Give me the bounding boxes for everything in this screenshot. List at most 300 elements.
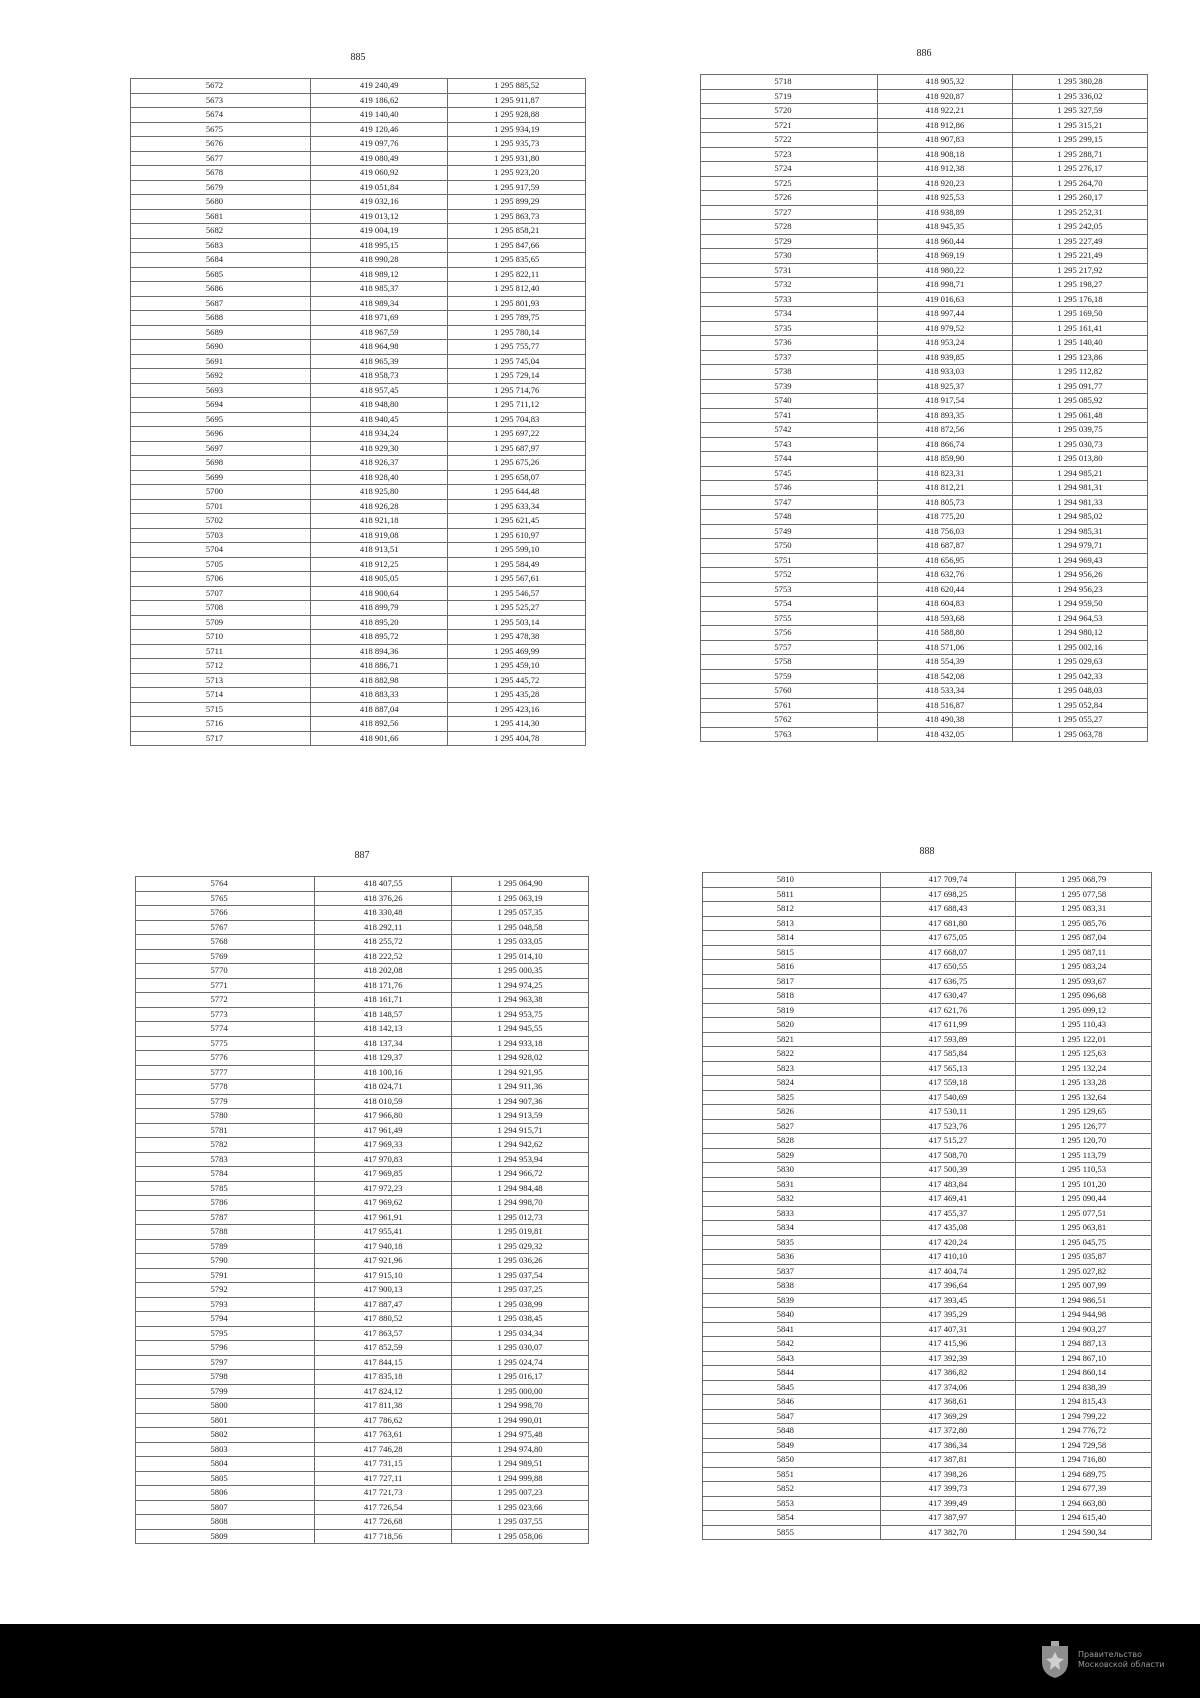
y-coordinate-cell: 1 294 953,94 (452, 1152, 589, 1167)
y-coordinate-cell: 1 295 112,82 (1012, 365, 1147, 380)
y-coordinate-cell: 1 295 711,12 (448, 398, 586, 413)
point-number-cell: 5719 (701, 89, 878, 104)
point-number-cell: 5709 (131, 615, 311, 630)
x-coordinate-cell: 418 866,74 (877, 437, 1012, 452)
y-coordinate-cell: 1 295 077,51 (1016, 1206, 1152, 1221)
table-row (703, 1105, 1152, 1120)
point-number-cell: 5690 (131, 340, 311, 355)
point-number-cell: 5769 (136, 949, 315, 964)
x-coordinate-cell: 417 399,73 (880, 1482, 1016, 1497)
y-coordinate-cell: 1 295 610,97 (448, 528, 586, 543)
point-number-cell: 5782 (136, 1138, 315, 1153)
y-coordinate-cell: 1 295 414,30 (448, 717, 586, 732)
x-coordinate-cell: 418 620,44 (877, 582, 1012, 597)
x-coordinate-cell: 417 469,41 (880, 1192, 1016, 1207)
x-coordinate-cell: 418 913,51 (310, 543, 448, 558)
y-coordinate-cell: 1 294 913,59 (452, 1109, 589, 1124)
point-number-cell: 5804 (136, 1457, 315, 1472)
table-row (703, 1235, 1152, 1250)
y-coordinate-cell: 1 295 714,76 (448, 383, 586, 398)
x-coordinate-cell: 417 969,62 (315, 1196, 452, 1211)
y-coordinate-cell: 1 294 986,51 (1016, 1293, 1152, 1308)
table-row (131, 151, 586, 166)
point-number-cell: 5772 (136, 993, 315, 1008)
point-number-cell: 5756 (701, 626, 878, 641)
y-coordinate-cell: 1 294 998,70 (452, 1399, 589, 1414)
point-number-cell: 5803 (136, 1442, 315, 1457)
table-row (136, 1413, 589, 1428)
y-coordinate-cell: 1 295 016,17 (452, 1370, 589, 1385)
x-coordinate-cell: 417 887,47 (315, 1297, 452, 1312)
point-number-cell: 5792 (136, 1283, 315, 1298)
point-number-cell: 5741 (701, 408, 878, 423)
table-row (131, 137, 586, 152)
y-coordinate-cell: 1 295 469,99 (448, 644, 586, 659)
table-row (703, 1337, 1152, 1352)
point-number-cell: 5816 (703, 960, 881, 975)
point-number-cell: 5846 (703, 1395, 881, 1410)
y-coordinate-cell: 1 295 687,97 (448, 441, 586, 456)
table-row (131, 398, 586, 413)
table-row (136, 877, 589, 892)
y-coordinate-cell: 1 295 120,70 (1016, 1134, 1152, 1149)
point-number-cell: 5680 (131, 195, 311, 210)
y-coordinate-cell: 1 295 110,53 (1016, 1163, 1152, 1178)
table-row (703, 1482, 1152, 1497)
point-number-cell: 5743 (701, 437, 878, 452)
y-coordinate-cell: 1 295 058,06 (452, 1529, 589, 1544)
point-number-cell: 5781 (136, 1123, 315, 1138)
table-row (703, 1018, 1152, 1033)
y-coordinate-cell: 1 295 039,75 (1012, 423, 1147, 438)
x-coordinate-cell: 418 912,38 (877, 162, 1012, 177)
x-coordinate-cell: 417 540,69 (880, 1090, 1016, 1105)
x-coordinate-cell: 417 435,08 (880, 1221, 1016, 1236)
point-number-cell: 5672 (131, 79, 311, 94)
x-coordinate-cell: 419 120,46 (310, 122, 448, 137)
x-coordinate-cell: 418 887,04 (310, 702, 448, 717)
x-coordinate-cell: 417 565,13 (880, 1061, 1016, 1076)
y-coordinate-cell: 1 295 099,12 (1016, 1003, 1152, 1018)
x-coordinate-cell: 418 922,21 (877, 104, 1012, 119)
point-number-cell: 5829 (703, 1148, 881, 1163)
point-number-cell: 5789 (136, 1239, 315, 1254)
y-coordinate-cell: 1 295 546,57 (448, 586, 586, 601)
y-coordinate-cell: 1 295 176,18 (1012, 292, 1147, 307)
y-coordinate-cell: 1 294 959,50 (1012, 597, 1147, 612)
table-row (703, 931, 1152, 946)
point-number-cell: 5725 (701, 176, 878, 191)
table-row (131, 644, 586, 659)
point-number-cell: 5757 (701, 640, 878, 655)
point-number-cell: 5678 (131, 166, 311, 181)
y-coordinate-cell: 1 295 007,23 (452, 1486, 589, 1501)
y-coordinate-cell: 1 294 981,31 (1012, 481, 1147, 496)
y-coordinate-cell: 1 295 087,11 (1016, 945, 1152, 960)
table-row (136, 1486, 589, 1501)
x-coordinate-cell: 418 775,20 (877, 510, 1012, 525)
point-number-cell: 5845 (703, 1380, 881, 1395)
y-coordinate-cell: 1 294 867,10 (1016, 1351, 1152, 1366)
point-number-cell: 5724 (701, 162, 878, 177)
y-coordinate-cell: 1 295 911,87 (448, 93, 586, 108)
point-number-cell: 5753 (701, 582, 878, 597)
point-number-cell: 5835 (703, 1235, 881, 1250)
point-number-cell: 5842 (703, 1337, 881, 1352)
point-number-cell: 5681 (131, 209, 311, 224)
table-row (701, 713, 1148, 728)
y-coordinate-cell: 1 294 985,02 (1012, 510, 1147, 525)
point-number-cell: 5812 (703, 902, 881, 917)
point-number-cell: 5675 (131, 122, 311, 137)
y-coordinate-cell: 1 295 093,67 (1016, 974, 1152, 989)
x-coordinate-cell: 417 763,61 (315, 1428, 452, 1443)
x-coordinate-cell: 418 920,87 (877, 89, 1012, 104)
table-row (701, 394, 1148, 409)
table-row (703, 1279, 1152, 1294)
x-coordinate-cell: 418 953,24 (877, 336, 1012, 351)
y-coordinate-cell: 1 294 974,80 (452, 1442, 589, 1457)
point-number-cell: 5736 (701, 336, 878, 351)
point-number-cell: 5808 (136, 1515, 315, 1530)
point-number-cell: 5683 (131, 238, 311, 253)
y-coordinate-cell: 1 295 048,03 (1012, 684, 1147, 699)
x-coordinate-cell: 417 374,06 (880, 1380, 1016, 1395)
table-row (136, 1051, 589, 1066)
x-coordinate-cell: 418 137,34 (315, 1036, 452, 1051)
footer-logo (1038, 1640, 1188, 1680)
y-coordinate-cell: 1 294 663,80 (1016, 1496, 1152, 1511)
table-row (703, 1192, 1152, 1207)
y-coordinate-cell: 1 295 675,26 (448, 456, 586, 471)
point-number-cell: 5715 (131, 702, 311, 717)
point-number-cell: 5794 (136, 1312, 315, 1327)
table-row (131, 630, 586, 645)
table-row (701, 626, 1148, 641)
x-coordinate-cell: 417 880,52 (315, 1312, 452, 1327)
table-row (701, 437, 1148, 452)
table-row (136, 1428, 589, 1443)
y-coordinate-cell: 1 295 101,20 (1016, 1177, 1152, 1192)
x-coordinate-cell: 417 668,07 (880, 945, 1016, 960)
point-number-cell: 5843 (703, 1351, 881, 1366)
x-coordinate-cell: 417 530,11 (880, 1105, 1016, 1120)
x-coordinate-cell: 417 593,89 (880, 1032, 1016, 1047)
x-coordinate-cell: 417 636,75 (880, 974, 1016, 989)
point-number-cell: 5848 (703, 1424, 881, 1439)
y-coordinate-cell: 1 294 928,02 (452, 1051, 589, 1066)
table-row (131, 673, 586, 688)
table-row (131, 238, 586, 253)
x-coordinate-cell: 417 399,49 (880, 1496, 1016, 1511)
table-row (701, 263, 1148, 278)
y-coordinate-cell: 1 295 036,26 (452, 1254, 589, 1269)
x-coordinate-cell: 417 483,84 (880, 1177, 1016, 1192)
point-number-cell: 5813 (703, 916, 881, 931)
table-row (701, 524, 1148, 539)
table-row (131, 688, 586, 703)
table-row (701, 278, 1148, 293)
x-coordinate-cell: 417 698,25 (880, 887, 1016, 902)
table-row (136, 1326, 589, 1341)
x-coordinate-cell: 418 925,53 (877, 191, 1012, 206)
x-coordinate-cell: 418 407,55 (315, 877, 452, 892)
x-coordinate-cell: 419 186,62 (310, 93, 448, 108)
point-number-cell: 5755 (701, 611, 878, 626)
table-row (701, 481, 1148, 496)
y-coordinate-cell: 1 294 903,27 (1016, 1322, 1152, 1337)
x-coordinate-cell: 418 292,11 (315, 920, 452, 935)
point-number-cell: 5696 (131, 427, 311, 442)
point-number-cell: 5693 (131, 383, 311, 398)
x-coordinate-cell: 419 097,76 (310, 137, 448, 152)
y-coordinate-cell: 1 294 953,75 (452, 1007, 589, 1022)
table-row (703, 1148, 1152, 1163)
point-number-cell: 5773 (136, 1007, 315, 1022)
x-coordinate-cell: 417 398,26 (880, 1467, 1016, 1482)
table-row (136, 978, 589, 993)
table-row (701, 698, 1148, 713)
table-row (136, 1384, 589, 1399)
point-number-cell: 5853 (703, 1496, 881, 1511)
table-row (136, 1167, 589, 1182)
table-row (703, 1409, 1152, 1424)
point-number-cell: 5770 (136, 964, 315, 979)
table-row (703, 1380, 1152, 1395)
y-coordinate-cell: 1 295 885,52 (448, 79, 586, 94)
point-number-cell: 5702 (131, 514, 311, 529)
x-coordinate-cell: 418 958,73 (310, 369, 448, 384)
x-coordinate-cell: 418 960,44 (877, 234, 1012, 249)
table-row (701, 466, 1148, 481)
x-coordinate-cell: 418 933,03 (877, 365, 1012, 380)
table-row (136, 993, 589, 1008)
table-row (136, 1239, 589, 1254)
y-coordinate-cell: 1 295 027,82 (1016, 1264, 1152, 1279)
point-number-cell: 5726 (701, 191, 878, 206)
y-coordinate-cell: 1 295 822,11 (448, 267, 586, 282)
x-coordinate-cell: 418 542,08 (877, 669, 1012, 684)
table-row (131, 383, 586, 398)
point-number-cell: 5817 (703, 974, 881, 989)
point-number-cell: 5795 (136, 1326, 315, 1341)
table-row (703, 974, 1152, 989)
x-coordinate-cell: 418 516,87 (877, 698, 1012, 713)
y-coordinate-cell: 1 295 835,65 (448, 253, 586, 268)
x-coordinate-cell: 418 940,45 (310, 412, 448, 427)
x-coordinate-cell: 418 925,37 (877, 379, 1012, 394)
x-coordinate-cell: 417 961,49 (315, 1123, 452, 1138)
table-row (136, 1210, 589, 1225)
table-row (703, 1308, 1152, 1323)
x-coordinate-cell: 417 420,24 (880, 1235, 1016, 1250)
x-coordinate-cell: 418 928,40 (310, 470, 448, 485)
table-row (701, 379, 1148, 394)
x-coordinate-cell: 417 386,34 (880, 1438, 1016, 1453)
table-row (703, 1351, 1152, 1366)
table-row (131, 441, 586, 456)
point-number-cell: 5824 (703, 1076, 881, 1091)
table-row (131, 340, 586, 355)
y-coordinate-cell: 1 294 945,55 (452, 1022, 589, 1037)
x-coordinate-cell: 418 148,57 (315, 1007, 452, 1022)
point-number-cell: 5810 (703, 873, 881, 888)
point-number-cell: 5754 (701, 597, 878, 612)
y-coordinate-cell: 1 294 975,48 (452, 1428, 589, 1443)
table-row (136, 1254, 589, 1269)
table-row (703, 1032, 1152, 1047)
point-number-cell: 5730 (701, 249, 878, 264)
table-row (703, 1496, 1152, 1511)
table-row (701, 669, 1148, 684)
point-number-cell: 5771 (136, 978, 315, 993)
x-coordinate-cell: 418 907,83 (877, 133, 1012, 148)
x-coordinate-cell: 418 967,59 (310, 325, 448, 340)
point-number-cell: 5745 (701, 466, 878, 481)
x-coordinate-cell: 417 455,37 (880, 1206, 1016, 1221)
x-coordinate-cell: 418 376,26 (315, 891, 452, 906)
point-number-cell: 5830 (703, 1163, 881, 1178)
y-coordinate-cell: 1 295 644,48 (448, 485, 586, 500)
y-coordinate-cell: 1 295 899,29 (448, 195, 586, 210)
y-coordinate-cell: 1 294 974,25 (452, 978, 589, 993)
x-coordinate-cell: 418 905,05 (310, 572, 448, 587)
y-coordinate-cell: 1 295 037,55 (452, 1515, 589, 1530)
x-coordinate-cell: 419 060,92 (310, 166, 448, 181)
y-coordinate-cell: 1 295 380,28 (1012, 75, 1147, 90)
x-coordinate-cell: 418 964,98 (310, 340, 448, 355)
x-coordinate-cell: 418 823,31 (877, 466, 1012, 481)
table-row (701, 365, 1148, 380)
x-coordinate-cell: 418 894,36 (310, 644, 448, 659)
table-row (131, 543, 586, 558)
x-coordinate-cell: 417 387,97 (880, 1511, 1016, 1526)
table-row (701, 234, 1148, 249)
y-coordinate-cell: 1 295 090,44 (1016, 1192, 1152, 1207)
y-coordinate-cell: 1 294 989,51 (452, 1457, 589, 1472)
table-row (136, 1196, 589, 1211)
x-coordinate-cell: 418 100,16 (315, 1065, 452, 1080)
point-number-cell: 5717 (131, 731, 311, 746)
x-coordinate-cell: 417 675,05 (880, 931, 1016, 946)
x-coordinate-cell: 417 969,33 (315, 1138, 452, 1153)
point-number-cell: 5807 (136, 1500, 315, 1515)
y-coordinate-cell: 1 295 336,02 (1012, 89, 1147, 104)
y-coordinate-cell: 1 295 704,83 (448, 412, 586, 427)
point-number-cell: 5749 (701, 524, 878, 539)
table-row (703, 1206, 1152, 1221)
table-row (703, 1395, 1152, 1410)
point-number-cell: 5793 (136, 1297, 315, 1312)
y-coordinate-cell: 1 295 435,28 (448, 688, 586, 703)
x-coordinate-cell: 418 917,54 (877, 394, 1012, 409)
y-coordinate-cell: 1 295 478,38 (448, 630, 586, 645)
x-coordinate-cell: 417 746,28 (315, 1442, 452, 1457)
footer-bar (0, 1624, 1200, 1698)
table-row (701, 611, 1148, 626)
x-coordinate-cell: 418 985,37 (310, 282, 448, 297)
table-row (131, 209, 586, 224)
coordinate-table (700, 74, 1148, 742)
x-coordinate-cell: 419 140,40 (310, 108, 448, 123)
point-number-cell: 5674 (131, 108, 311, 123)
point-number-cell: 5823 (703, 1061, 881, 1076)
y-coordinate-cell: 1 294 689,75 (1016, 1467, 1152, 1482)
table-row (703, 916, 1152, 931)
y-coordinate-cell: 1 295 917,59 (448, 180, 586, 195)
y-coordinate-cell: 1 295 288,71 (1012, 147, 1147, 162)
table-row (131, 456, 586, 471)
x-coordinate-cell: 418 979,52 (877, 321, 1012, 336)
table-row (703, 1525, 1152, 1540)
table-row (703, 1090, 1152, 1105)
x-coordinate-cell: 418 893,35 (877, 408, 1012, 423)
x-coordinate-cell: 418 899,79 (310, 601, 448, 616)
x-coordinate-cell: 417 940,18 (315, 1239, 452, 1254)
y-coordinate-cell: 1 295 057,35 (452, 906, 589, 921)
x-coordinate-cell: 418 571,06 (877, 640, 1012, 655)
y-coordinate-cell: 1 295 445,72 (448, 673, 586, 688)
point-number-cell: 5787 (136, 1210, 315, 1225)
point-number-cell: 5704 (131, 543, 311, 558)
y-coordinate-cell: 1 295 697,22 (448, 427, 586, 442)
table-row (703, 1366, 1152, 1381)
point-number-cell: 5851 (703, 1467, 881, 1482)
x-coordinate-cell: 418 142,13 (315, 1022, 452, 1037)
table-row (701, 307, 1148, 322)
table-row (703, 1511, 1152, 1526)
y-coordinate-cell: 1 295 812,40 (448, 282, 586, 297)
x-coordinate-cell: 417 835,18 (315, 1370, 452, 1385)
table-row (703, 1061, 1152, 1076)
y-coordinate-cell: 1 294 615,40 (1016, 1511, 1152, 1526)
y-coordinate-cell: 1 295 276,17 (1012, 162, 1147, 177)
point-number-cell: 5809 (136, 1529, 315, 1544)
point-number-cell: 5839 (703, 1293, 881, 1308)
y-coordinate-cell: 1 295 055,27 (1012, 713, 1147, 728)
point-number-cell: 5673 (131, 93, 311, 108)
table-row (701, 205, 1148, 220)
x-coordinate-cell: 419 032,16 (310, 195, 448, 210)
y-coordinate-cell: 1 294 716,80 (1016, 1453, 1152, 1468)
point-number-cell: 5737 (701, 350, 878, 365)
y-coordinate-cell: 1 294 990,01 (452, 1413, 589, 1428)
y-coordinate-cell: 1 295 000,00 (452, 1384, 589, 1399)
x-coordinate-cell: 418 995,15 (310, 238, 448, 253)
table-row (701, 568, 1148, 583)
y-coordinate-cell: 1 295 242,05 (1012, 220, 1147, 235)
table-row (703, 1467, 1152, 1482)
y-coordinate-cell: 1 295 033,05 (452, 935, 589, 950)
footer-logo-line: Московской области (1078, 1660, 1165, 1669)
point-number-cell: 5748 (701, 510, 878, 525)
table-row (136, 1022, 589, 1037)
table-row (131, 311, 586, 326)
point-number-cell: 5837 (703, 1264, 881, 1279)
point-number-cell: 5764 (136, 877, 315, 892)
point-number-cell: 5841 (703, 1322, 881, 1337)
x-coordinate-cell: 418 255,72 (315, 935, 452, 950)
x-coordinate-cell: 418 989,12 (310, 267, 448, 282)
y-coordinate-cell: 1 294 998,70 (452, 1196, 589, 1211)
point-number-cell: 5751 (701, 553, 878, 568)
x-coordinate-cell: 418 632,76 (877, 568, 1012, 583)
point-number-cell: 5847 (703, 1409, 881, 1424)
point-number-cell: 5744 (701, 452, 878, 467)
y-coordinate-cell: 1 295 780,14 (448, 325, 586, 340)
y-coordinate-cell: 1 295 063,81 (1016, 1221, 1152, 1236)
point-number-cell: 5840 (703, 1308, 881, 1323)
